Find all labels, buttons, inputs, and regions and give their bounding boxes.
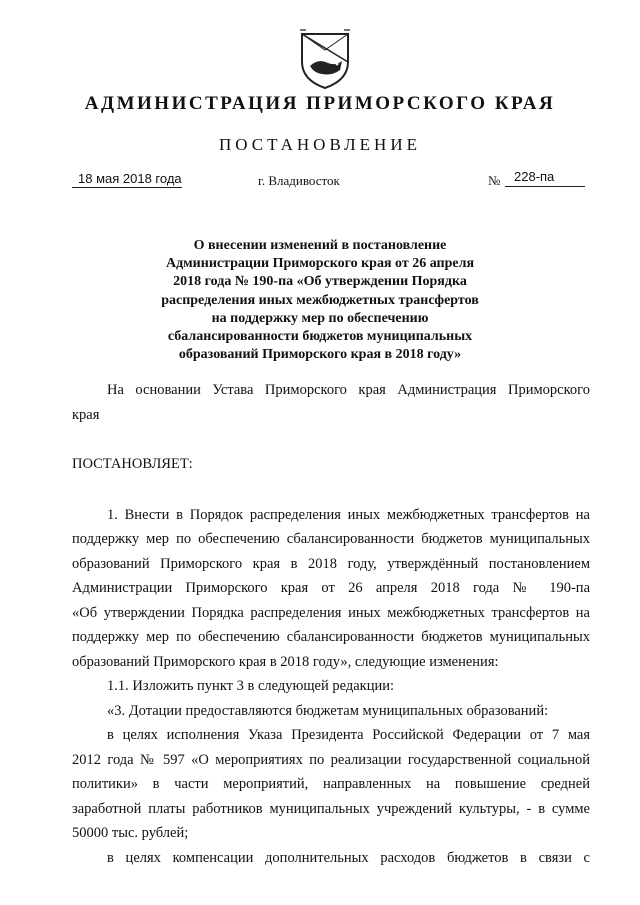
basis-line: края xyxy=(72,406,100,423)
document-type: ПОСТАНОВЛЕНИЕ xyxy=(218,135,421,154)
title-line: 2018 года № 190-па «Об утверждении Порядка xyxy=(173,274,467,290)
item-1-1: 1.1. Изложить пункт 3 в следующей редакции: xyxy=(107,678,395,694)
paragraph-line: 50000 тыс. рублей; xyxy=(72,825,189,841)
basis-line: На основании Устава Приморского края Администрация Приморского xyxy=(107,382,590,398)
document-date: 18 мая 2018 года xyxy=(78,171,182,186)
title-line: распределения иных межбюджетных трансфертов xyxy=(161,292,479,308)
title-line: сбалансированности бюджетов муниципальных xyxy=(167,329,473,345)
organization-name: АДМИНИСТРАЦИЯ ПРИМОРСКОГО КРАЯ xyxy=(84,93,556,114)
paragraph-line: поддержку мер по обеспечению сбалансированности бюджетов муниципальных xyxy=(72,531,590,547)
item-3: «3. Дотации предоставляются бюджетам муниципальных образований: xyxy=(107,702,549,719)
title-line: Администрации Приморского края от 26 апреля xyxy=(165,256,475,272)
decree-word: ПОСТАНОВЛЯЕТ: xyxy=(72,456,193,472)
paragraph-line: в целях исполнения Указа Президента Российской Федерации от 7 мая xyxy=(107,727,590,743)
document-number: 228-па xyxy=(514,169,555,184)
date-underline xyxy=(72,187,182,188)
number-underline xyxy=(505,186,585,187)
paragraph-line: 1. Внести в Порядок распределения иных межбюджетных трансфертов на xyxy=(107,506,590,523)
paragraph-line: заработной платы работников муниципальных учреждений культуры, - в сумме xyxy=(72,800,590,817)
paragraph-line: образований Приморского края в 2018 году», следующие изменения: xyxy=(72,653,499,670)
number-sign: № xyxy=(488,173,501,188)
title-line: на поддержку мер по обеспечению xyxy=(211,310,429,326)
paragraph-line: поддержку мер по обеспечению сбалансированности бюджетов муниципальных xyxy=(72,629,590,645)
document-body xyxy=(72,378,590,870)
title-line: О внесении изменений в постановление xyxy=(193,238,447,253)
document-city: г. Владивосток xyxy=(258,173,340,188)
paragraph-line: «Об утверждении Порядка распределения иных межбюджетных трансфертов на xyxy=(72,604,590,621)
document-title xyxy=(150,237,490,364)
paragraph-line: Администрации Приморского края от 26 апреля 2018 года № 190-па xyxy=(72,580,590,596)
paragraph-line: политики» в части мероприятий, направленных на повышение средней xyxy=(72,776,590,792)
title-line: образований Приморского края в 2018 году» xyxy=(178,347,462,363)
paragraph-line: в целях компенсации дополнительных расходов бюджетов в связи с xyxy=(107,849,590,866)
paragraph-line: образований Приморского края в 2018 году, утверждённый постановлением xyxy=(72,555,590,572)
coat-of-arms-icon xyxy=(296,28,354,90)
paragraph-line: 2012 года № 597 «О мероприятиях по реализации государственной социальной xyxy=(72,751,590,768)
